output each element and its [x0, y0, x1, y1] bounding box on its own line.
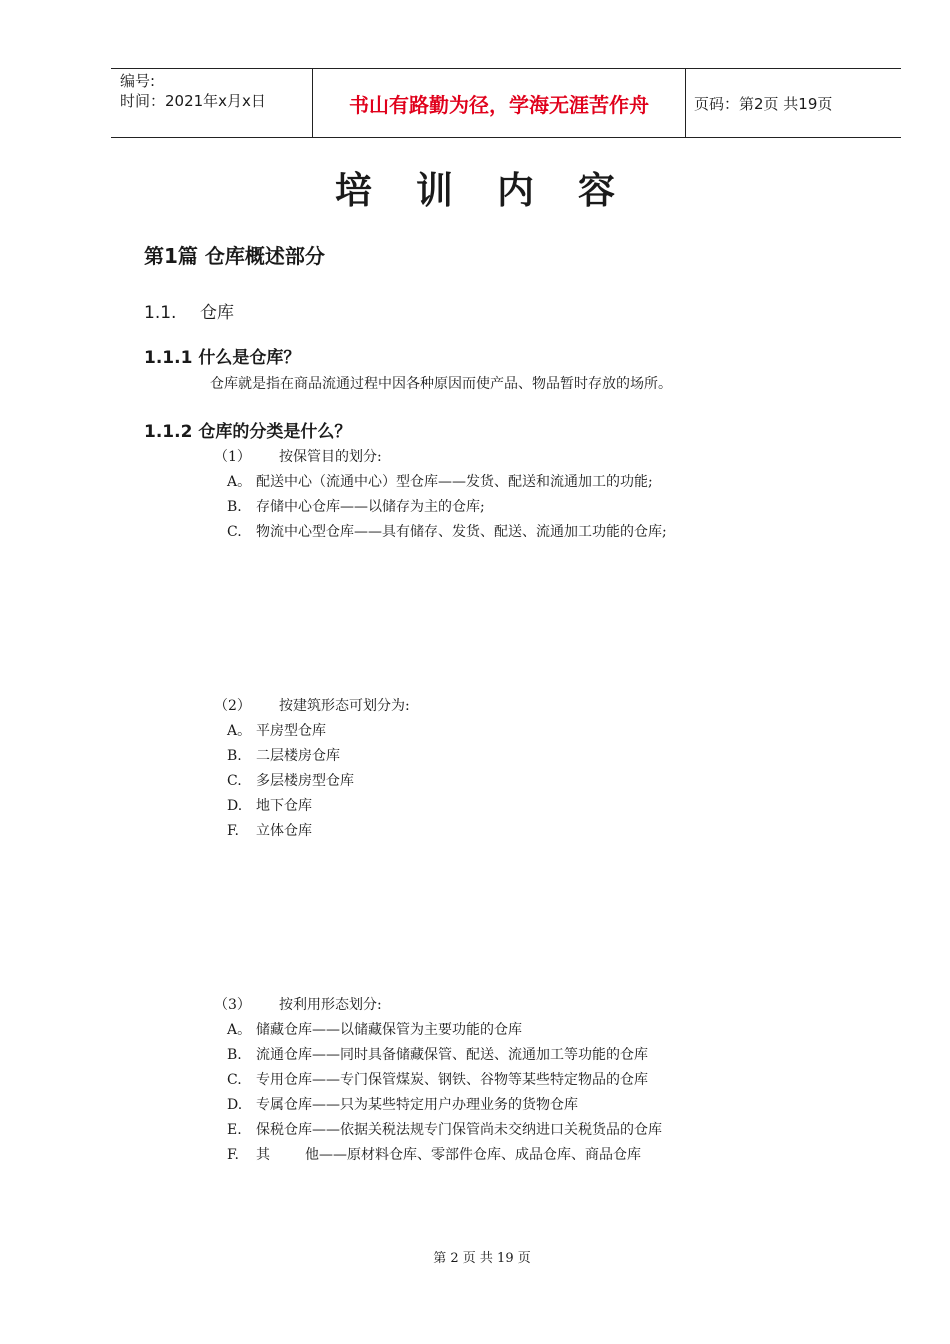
item-label: B. — [227, 1047, 242, 1063]
list-item — [227, 720, 326, 740]
item-label: A。 — [227, 474, 252, 490]
number-label: 编号: — [120, 72, 156, 90]
list-item — [227, 496, 485, 516]
question-heading: 1.1.2 仓库的分类是什么？ — [144, 422, 352, 442]
item-text: 专属仓库——只为某些特定用户办理业务的货物仓库 — [256, 1097, 578, 1113]
item-label: F. — [227, 823, 239, 839]
item-label: C. — [227, 773, 242, 789]
item-text: 平房型仓库 — [256, 723, 326, 739]
item-text: 其 — [256, 1147, 270, 1163]
section-title: 仓库 — [200, 303, 234, 323]
item-text: 流通仓库——同时具备储藏保管、配送、流通加工等功能的仓库 — [256, 1047, 648, 1063]
header-divider — [685, 69, 686, 137]
section-heading — [144, 298, 234, 323]
list-item — [227, 745, 340, 765]
item-text: 存储中心仓库——以储存为主的仓库; — [256, 499, 485, 515]
group-number: （2） — [214, 698, 251, 714]
item-text: 物流中心型仓库——具有储存、发货、配送、流通加工功能的仓库; — [256, 524, 667, 540]
header-motto: 书山有路勤为径，学海无涯苦作舟 — [349, 92, 649, 117]
part-heading: 第1篇 仓库概述部分 — [144, 244, 325, 268]
list-item — [227, 770, 354, 790]
item-label: E. — [227, 1122, 242, 1138]
group-heading — [214, 994, 382, 1014]
group-number: （1） — [214, 449, 251, 465]
page-title: 培训内容 — [335, 168, 659, 212]
list-item — [227, 1094, 578, 1114]
item-text: 二层楼房仓库 — [256, 748, 340, 764]
page-header — [111, 68, 901, 138]
list-item — [227, 795, 312, 815]
item-label: D. — [227, 798, 243, 814]
list-item — [227, 820, 312, 840]
item-label: F. — [227, 1147, 239, 1163]
answer-paragraph: 仓库就是指在商品流通过程中因各种原因而使产品、物品暂时存放的场所。 — [210, 376, 672, 392]
item-text: 他——原材料仓库、零部件仓库、成品仓库、商品仓库 — [305, 1147, 641, 1163]
item-label: D. — [227, 1097, 243, 1113]
item-text: 保税仓库——依据关税法规专门保管尚未交纳进口关税货品的仓库 — [256, 1122, 662, 1138]
item-text: 多层楼房型仓库 — [256, 773, 354, 789]
group-title: 按利用形态划分: — [279, 997, 382, 1013]
item-text: 配送中心（流通中心）型仓库——发货、配送和流通加工的功能; — [256, 474, 653, 490]
list-item — [227, 1019, 522, 1039]
item-label: B. — [227, 748, 242, 764]
item-label: B. — [227, 499, 242, 515]
list-item — [227, 1144, 641, 1164]
list-item — [227, 521, 667, 541]
page-footer: 第 2 页 共 19 页 — [433, 1251, 531, 1266]
list-item — [227, 1119, 662, 1139]
header-page-label: 页码：第2页 共19页 — [694, 94, 833, 113]
item-text: 储藏仓库——以储藏保管为主要功能的仓库 — [256, 1022, 522, 1038]
group-heading — [214, 695, 410, 715]
header-left-cell — [120, 71, 266, 111]
item-text: 地下仓库 — [256, 798, 312, 814]
list-item — [227, 471, 653, 491]
question-heading: 1.1.1 什么是仓库？ — [144, 348, 301, 368]
group-title: 按建筑形态可划分为: — [279, 698, 410, 714]
group-heading — [214, 446, 382, 466]
date-label: 时间：2021年x月x日 — [120, 92, 266, 110]
group-number: （3） — [214, 997, 251, 1013]
item-label: C. — [227, 1072, 242, 1088]
list-item — [227, 1044, 648, 1064]
item-label: A。 — [227, 723, 252, 739]
group-title: 按保管目的划分: — [279, 449, 382, 465]
item-label: C. — [227, 524, 242, 540]
item-text: 立体仓库 — [256, 823, 312, 839]
section-number: 1.1. — [144, 303, 177, 323]
item-text: 专用仓库——专门保管煤炭、钢铁、谷物等某些特定物品的仓库 — [256, 1072, 648, 1088]
item-label: A。 — [227, 1022, 252, 1038]
list-item — [227, 1069, 648, 1089]
